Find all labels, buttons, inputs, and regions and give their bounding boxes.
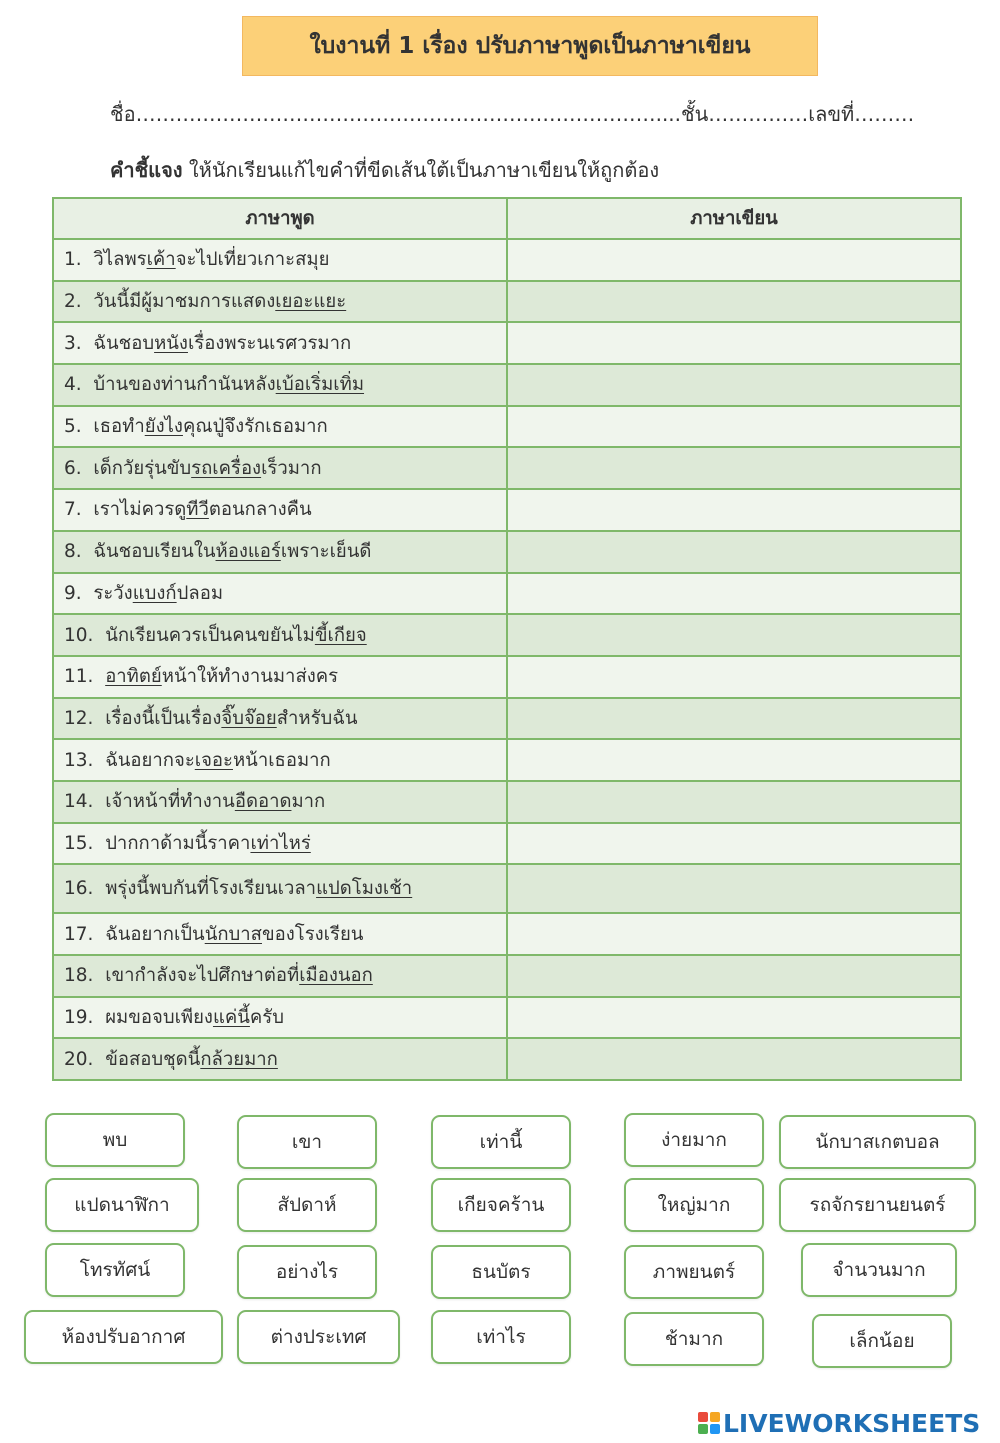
sentence-start: เราไม่ควรดู [93, 499, 187, 521]
spoken-sentence [53, 447, 507, 489]
spoken-sentence [53, 698, 507, 740]
answer-drop-zone[interactable] [507, 781, 961, 823]
item-number: 17. [64, 923, 94, 945]
answer-drop-zone[interactable] [507, 864, 961, 913]
item-number: 12. [64, 707, 94, 729]
table-row [53, 614, 961, 656]
sentence-end: สำหรับฉัน [276, 707, 358, 729]
underlined-word: รถเครื่อง [191, 457, 262, 479]
sentence-start: ฉันชอบ [93, 332, 155, 354]
table-row [53, 406, 961, 448]
student-info-line: ชื่อ……………………………………………………………………....ชั้น……………เลขที่……… [110, 102, 915, 126]
word-chip[interactable]: เขา [237, 1115, 377, 1169]
word-chip[interactable]: รถจักรยานยนตร์ [779, 1178, 976, 1232]
underlined-word: ขี้เกียจ [314, 624, 367, 646]
spoken-sentence [53, 1038, 507, 1080]
table-row [53, 955, 961, 997]
word-chip[interactable]: ช้ามาก [624, 1312, 764, 1366]
underlined-word: เค้า [146, 249, 176, 271]
logo-square [710, 1412, 720, 1422]
table-row [53, 1038, 961, 1080]
spoken-sentence [53, 406, 507, 448]
answer-drop-zone[interactable] [507, 281, 961, 323]
answer-drop-zone[interactable] [507, 322, 961, 364]
table-row [53, 489, 961, 531]
sentence-end: ตอนกลางคืน [208, 499, 312, 521]
word-chip[interactable]: ง่ายมาก [624, 1113, 764, 1167]
answer-drop-zone[interactable] [507, 406, 961, 448]
underlined-word: ทีวี [186, 499, 209, 521]
table-row [53, 573, 961, 615]
table-row [53, 913, 961, 955]
spoken-sentence [53, 823, 507, 865]
item-number: 8. [64, 541, 82, 563]
item-number: 11. [64, 666, 94, 688]
underlined-word: ยังไง [144, 416, 183, 438]
sentence-start: วันนี้มีผู้มาชมการแสดง [93, 291, 276, 313]
underlined-word: แปดโมงเช้า [316, 878, 413, 900]
table-header-row [53, 198, 961, 239]
spoken-sentence [53, 573, 507, 615]
spoken-sentence [53, 322, 507, 364]
table-row [53, 656, 961, 698]
answer-drop-zone[interactable] [507, 489, 961, 531]
underlined-word: ห้องแอร์ [215, 541, 281, 563]
item-number: 20. [64, 1048, 94, 1070]
header-written: ภาษาเขียน [507, 198, 961, 239]
sentence-end: คุณปู่จึงรักเธอมาก [182, 416, 328, 438]
sentence-start: ฉันอยากเป็น [105, 923, 205, 945]
word-chip[interactable]: เกียจคร้าน [431, 1178, 571, 1232]
word-chip[interactable]: ห้องปรับอากาศ [24, 1310, 223, 1364]
word-chip[interactable]: เล็กน้อย [812, 1314, 952, 1368]
sentence-start: ฉันอยากจะ [105, 749, 195, 771]
word-chip[interactable]: ใหญ่มาก [624, 1178, 764, 1232]
table-row [53, 364, 961, 406]
spoken-sentence [53, 531, 507, 573]
sentence-start: เด็กวัยรุ่นขับ [93, 457, 192, 479]
sentence-start: เขากำลังจะไปศึกษาต่อที่ [105, 965, 300, 987]
sentence-start: เธอทำ [93, 416, 145, 438]
item-number: 14. [64, 791, 94, 813]
answer-drop-zone[interactable] [507, 955, 961, 997]
item-number: 1. [64, 249, 82, 271]
table-row [53, 281, 961, 323]
sentence-end: เพราะเย็นดี [280, 541, 372, 563]
word-chip[interactable]: ต่างประเทศ [237, 1310, 400, 1364]
answer-drop-zone[interactable] [507, 531, 961, 573]
item-number: 2. [64, 291, 82, 313]
logo-square [698, 1424, 708, 1434]
instruction-text: ให้นักเรียนแก้ไขคำที่ขีดเส้นใต้เป็นภาษาเขียนให้ถูกต้อง [182, 158, 660, 182]
answer-drop-zone[interactable] [507, 739, 961, 781]
sentence-end: ของโรงเรียน [261, 923, 364, 945]
word-chip[interactable]: แปดนาฬิกา [45, 1178, 199, 1232]
underlined-word: เบ้อเริ่มเทิ่ม [275, 374, 365, 396]
word-chip[interactable]: อย่างไร [237, 1245, 377, 1299]
answer-drop-zone[interactable] [507, 447, 961, 489]
item-number: 5. [64, 416, 82, 438]
underlined-word: เจอะ [194, 749, 233, 771]
item-number: 6. [64, 457, 82, 479]
answer-drop-zone[interactable] [507, 573, 961, 615]
answer-drop-zone[interactable] [507, 913, 961, 955]
spoken-sentence [53, 489, 507, 531]
spoken-sentence [53, 864, 507, 913]
spoken-sentence [53, 781, 507, 823]
sentence-start: วิไลพร [93, 249, 147, 271]
sentence-start: ระวัง [93, 582, 133, 604]
underlined-word: เยอะแยะ [275, 291, 347, 313]
sentence-end: เร็วมาก [261, 457, 322, 479]
logo-square [710, 1424, 720, 1434]
item-number: 19. [64, 1007, 94, 1029]
table-row [53, 864, 961, 913]
sentence-start: ผมขอจบเพียง [105, 1007, 213, 1029]
underlined-word: หนัง [154, 332, 188, 354]
underlined-word: อาทิตย์ [105, 666, 162, 688]
sentence-end: ปลอม [176, 582, 224, 604]
spoken-sentence [53, 739, 507, 781]
underlined-word: อืดอาด [234, 791, 292, 813]
sentence-end: หน้าเธอมาก [232, 749, 331, 771]
sentence-start: เรื่องนี้เป็นเรื่อง [105, 707, 222, 729]
answer-drop-zone[interactable] [507, 823, 961, 865]
exercise-table [52, 197, 962, 1081]
spoken-sentence [53, 364, 507, 406]
word-chip[interactable]: จำนวนมาก [801, 1243, 957, 1297]
header-spoken: ภาษาพูด [53, 198, 507, 239]
answer-drop-zone[interactable] [507, 997, 961, 1039]
worksheet-title: ใบงานที่ 1 เรื่อง ปรับภาษาพูดเป็นภาษาเขียน [242, 16, 818, 76]
word-chip[interactable]: โทรทัศน์ [45, 1243, 185, 1297]
item-number: 9. [64, 582, 82, 604]
liveworksheets-logo [698, 1408, 980, 1438]
word-chip[interactable]: ภาพยนตร์ [624, 1245, 764, 1299]
spoken-sentence [53, 239, 507, 281]
word-chip[interactable]: ธนบัตร [431, 1245, 571, 1299]
item-number: 10. [64, 624, 94, 646]
sentence-end: มาก [291, 791, 326, 813]
logo-square [698, 1412, 708, 1422]
answer-drop-zone[interactable] [507, 698, 961, 740]
underlined-word: แค่นี้ [212, 1007, 250, 1029]
word-chip[interactable]: เท่าไร [431, 1310, 571, 1364]
logo-icon [698, 1412, 720, 1434]
table-row [53, 698, 961, 740]
underlined-word: กล้วยมาก [200, 1048, 278, 1070]
table-row [53, 997, 961, 1039]
underlined-word: จิ๊บจ๊อย [221, 707, 277, 729]
sentence-end: เรื่องพระนเรศวรมาก [187, 332, 352, 354]
item-number: 4. [64, 374, 82, 396]
item-number: 13. [64, 749, 94, 771]
answer-drop-zone[interactable] [507, 656, 961, 698]
table-row [53, 739, 961, 781]
answer-drop-zone[interactable] [507, 614, 961, 656]
sentence-start: ฉันชอบเรียนใน [93, 541, 216, 563]
underlined-word: เมืองนอก [299, 965, 373, 987]
sentence-start: บ้านของท่านกำนันหลัง [93, 374, 276, 396]
underlined-word: เท่าไหร่ [250, 832, 311, 854]
instructions [110, 154, 970, 186]
logo-text: LIVEWORKSHEETS [723, 1408, 981, 1438]
answer-drop-zone[interactable] [507, 239, 961, 281]
answer-drop-zone[interactable] [507, 364, 961, 406]
item-number: 3. [64, 332, 82, 354]
table-row [53, 531, 961, 573]
sentence-start: ปากกาด้ามนี้ราคา [105, 832, 251, 854]
spoken-sentence [53, 656, 507, 698]
answer-drop-zone[interactable] [507, 1038, 961, 1080]
sentence-end: จะไปเที่ยวเกาะสมุย [175, 249, 330, 271]
table-row [53, 322, 961, 364]
instruction-label: คำชี้แจง [110, 158, 183, 182]
table-row [53, 823, 961, 865]
spoken-sentence [53, 997, 507, 1039]
item-number: 18. [64, 965, 94, 987]
word-chip[interactable]: พบ [45, 1113, 185, 1167]
sentence-start: พรุ่งนี้พบกันที่โรงเรียนเวลา [105, 878, 317, 900]
sentence-end: ครับ [249, 1007, 284, 1029]
item-number: 15. [64, 832, 94, 854]
table-row [53, 239, 961, 281]
sentence-start: ข้อสอบชุดนี้ [105, 1048, 201, 1070]
word-chip[interactable]: สัปดาห์ [237, 1178, 377, 1232]
table-row [53, 447, 961, 489]
item-number: 16. [64, 878, 94, 900]
sentence-start: เจ้าหน้าที่ทำงาน [105, 791, 235, 813]
word-chip[interactable]: เท่านี้ [431, 1115, 571, 1169]
underlined-word: นักบาส [204, 923, 262, 945]
spoken-sentence [53, 913, 507, 955]
spoken-sentence [53, 955, 507, 997]
sentence-end: หน้าให้ทำงานมาส่งคร [161, 666, 339, 688]
table-row [53, 781, 961, 823]
sentence-start: นักเรียนควรเป็นคนขยันไม่ [105, 624, 315, 646]
word-chip[interactable]: นักบาสเกตบอล [779, 1115, 976, 1169]
item-number: 7. [64, 499, 82, 521]
spoken-sentence [53, 281, 507, 323]
spoken-sentence [53, 614, 507, 656]
underlined-word: แบงก์ [132, 582, 177, 604]
